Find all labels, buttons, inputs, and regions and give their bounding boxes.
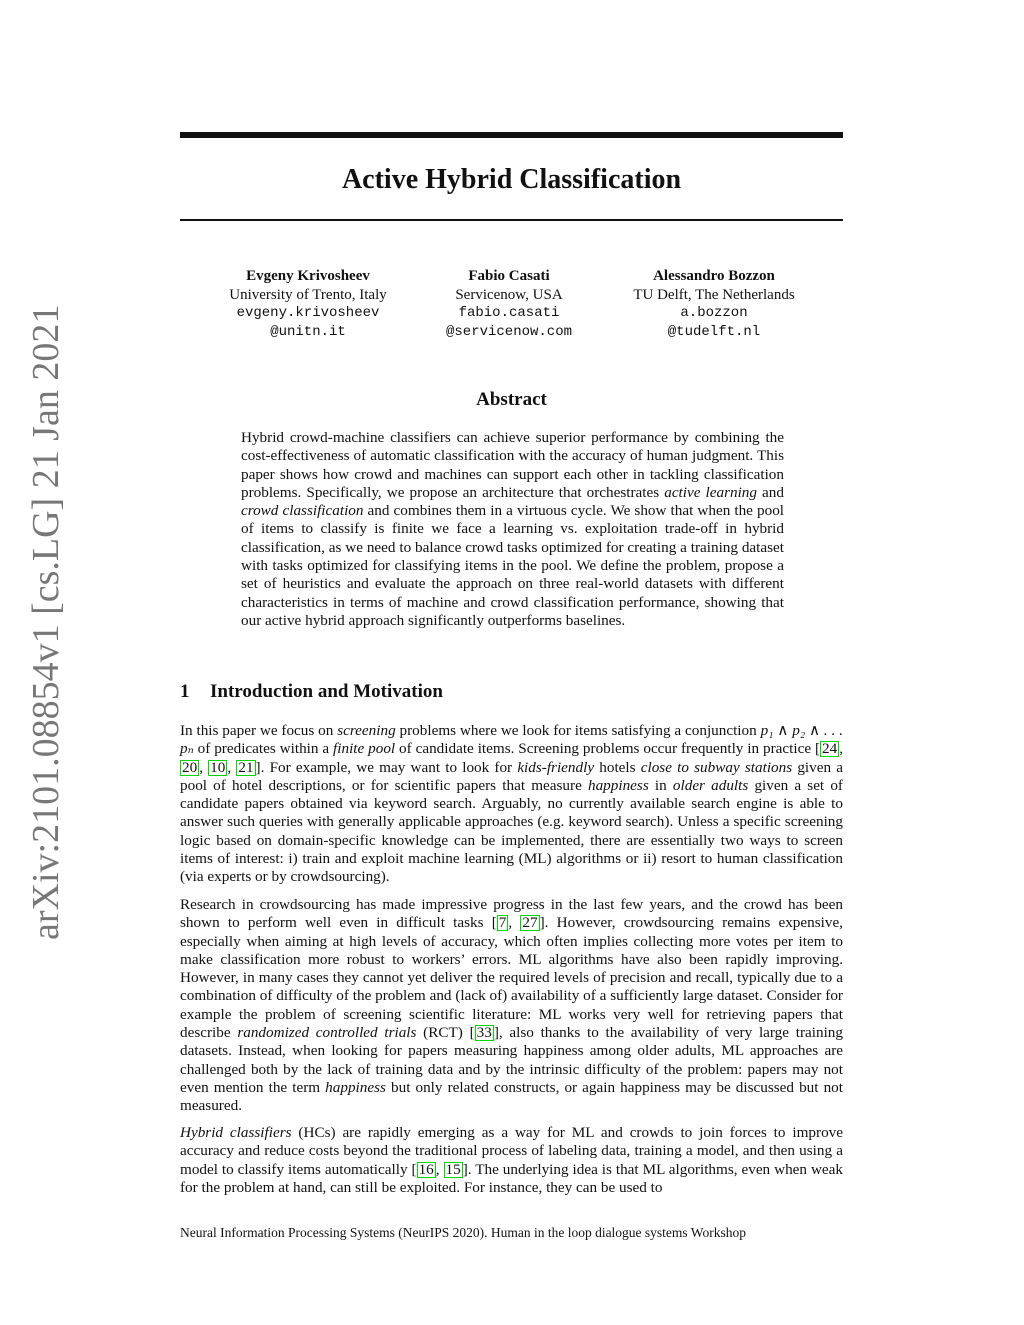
body-paragraph: Research in crowdsourcing has made impressive progress in the last few years, and the crowd has been shown to perform well even in difficult tasks [ 7 , 27 ]. However, crowdsourcing remains expensive, especially when aiming at high levels of accuracy, which often implies collecting more votes per item to make classification more robust to workers’ errors. ML algorithms have also been rapidly improving. However, in many cases they cannot yet deliver the required levels of precision and recall, typically due to a combination of difficulty of the problem and (lack of) availability of a sufficiently large dataset. Consider for example the problem of screening scientific literature: ML works very well for retrieving papers that describe randomized controlled trials (RCT) [ 33 ], also thanks to the availability of very large training datasets. Instead, when looking for papers measuring happiness among older adults, ML approaches are challenged both by the lack of training data and by the intrinsic difficulty of the problem: papers may not even mention the term happiness but only related constructs, or again happiness may be discussed but not measured. (180, 896, 843, 1115)
author-affiliation: TU Delft, The Netherlands (633, 286, 795, 303)
citation-link[interactable]: 27 (522, 914, 538, 932)
author-name: Evgeny Krivosheev (246, 268, 370, 284)
author-email: fabio.casati (458, 305, 560, 321)
citation-link[interactable]: 33 (476, 1024, 492, 1042)
abstract-text: Hybrid crowd-machine classifiers can achieve superior performance by combining the cost-effectiveness of automatic classification with the accuracy of human judgment. This paper shows how crowd and machines can support each other in tackling classification problems. Specifically, we propose an architecture that orchestrates active learning and crowd classification and combines them in a virtuous cycle. We show that when the pool of items to classify is finite we face a learning vs. exploitation trade-off in hybrid classification, as we need to balance crowd tasks optimized for creating a training dataset with tasks optimized for classifying items in the pool. We define the problem, propose a set of heuristics and evaluate the approach on three real-world datasets with different characteristics in terms of machine and crowd classification performance, showing that our active hybrid approach significantly outperforms baselines. (241, 429, 785, 629)
citation-link[interactable]: 10 (210, 758, 226, 776)
author-affiliation: University of Trento, Italy (229, 286, 387, 303)
author-name: Alessandro Bozzon (653, 268, 775, 284)
author-email: a.bozzon (680, 305, 748, 321)
author-email: evgeny.krivosheev (236, 305, 380, 321)
section-heading: 1 Introduction and Motivation (180, 681, 443, 702)
citation-link[interactable]: 15 (445, 1160, 461, 1178)
body-paragraph: Hybrid classifiers (HCs) are rapidly emerging as a way for ML and crowds to join forces to improve accuracy and reduce costs beyond the traditional process of labeling data, training a model, and then using a model to classify items automatically [ 16 , 15 ]. The underlying idea is that ML algorithms, even when weak for the problem at hand, can still be exploited. For instance, they can be used to (180, 1124, 843, 1196)
arxiv-watermark: arXiv:2101.08854v1 [cs.LG] 21 Jan 2021 (25, 304, 67, 940)
author-block (198, 267, 418, 341)
author-email: @servicenow.com (445, 323, 573, 340)
author-email: @tudelft.nl (667, 323, 761, 340)
citation-link[interactable]: 16 (418, 1160, 434, 1178)
page-footer: Neural Information Processing Systems (NeurIPS 2020). Human in the loop dialogue systems Workshop (180, 1225, 746, 1240)
top-rule (180, 132, 843, 138)
paper-title: Active Hybrid Classification (341, 164, 682, 195)
abstract-heading: Abstract (476, 389, 547, 410)
citation-link[interactable]: 20 (182, 758, 198, 776)
citation-link[interactable]: 7 (498, 914, 507, 932)
citation-link[interactable]: 21 (238, 758, 254, 776)
citation-link[interactable]: 24 (822, 740, 838, 758)
math-expression: p₁ ∧ p₂ ∧ . . . pₙ (180, 722, 843, 758)
author-email: @unitn.it (270, 323, 346, 340)
author-block (399, 267, 619, 341)
author-name: Fabio Casati (468, 268, 550, 284)
body-paragraph: In this paper we focus on screening problems where we look for items satisfying a conjunction p₁ ∧ p₂ ∧ . . . pₙ of predicates within a finite pool of candidate items. Screening problems occur frequently in practice [ 24 , 20 , 10 , 21 ]. For example, we may want to look for kids-friendly hotels close to subway stations given a pool of hotel descriptions, or for scientific papers that measure happiness in older adults given a set of candidate papers obtained via keyword search. Arguably, no currently available search engine is able to answer such queries with generally applicable approaches (e.g. keyword search). Unless a specific screening logic based on domain-specific knowledge can be implemented, there are essentially two ways to screen items of interest: i) train and exploit machine learning (ML) algorithms or ii) resort to human classification (via experts or by crowdsourcing). (180, 722, 844, 886)
author-affiliation: Servicenow, USA (455, 286, 563, 303)
bottom-rule (180, 219, 843, 221)
author-block (604, 267, 824, 341)
